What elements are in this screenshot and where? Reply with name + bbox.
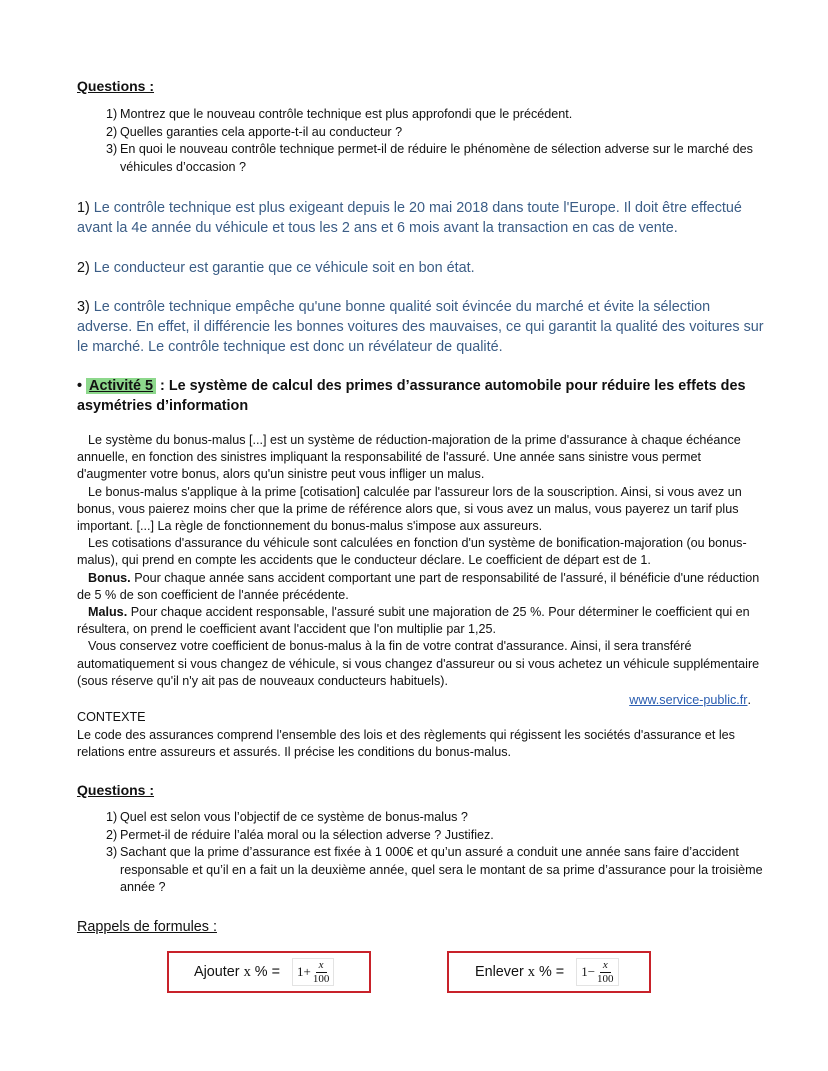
malus-text: Pour chaque accident responsable, l'assuré subit une majoration de 25 %. Pour déterminer le coefficient qui en résultera, on prend le coefficient avant l'accident que l'on multiplie par 1,25. [77,605,750,637]
question-number: 1) [106,107,118,121]
context-title: CONTEXTE [77,710,146,724]
remove-percent-label: Enlever x % = [475,963,565,980]
add-percent-label: Ajouter x % = [194,963,281,980]
answer-text: Le contrôle technique est plus exigeant depuis le 20 mai 2018 dans toute l'Europe. Il doit être effectué avant la 4e année du véhicule et tous les 2 ans et 6 mois avant la transaction en cas de vente. [77,200,742,236]
questions-list-1 [106,106,766,176]
formula-lead: 1+ [297,964,311,979]
bonus-text: Pour chaque année sans accident comportant une part de responsabilité de l'assuré, il bénéficie d'une réduction de 5 % de son coefficient de l'année précédente. [77,570,760,602]
questions-title-1: Questions : [77,78,155,94]
doc-paragraph: Le bonus-malus s'applique à la prime [cotisation] calculée par l'assureur lors de la souscription. Ainsi, si vous avez un bonus, vous paierez moins cher que la prime de référence alors que, si vous avez un malus, vous payerez un tarif plus important. [...] La règle de fonctionnement du bonus-malus s'impose aux assureurs. [77,484,742,534]
question-number: 2) [106,124,118,139]
answer-2 [77,258,767,278]
question-item [106,106,766,124]
question-item [106,124,766,142]
doc-paragraph: Le système du bonus-malus [...] est un système de réduction-majoration de la prime d'assurance à chaque échéance annuelle, en fonction des sinistres impliquant la responsabilité de l'assuré. Une année sans sinistre vous permet d'augmenter votre bonus, alors qu'un sinistre peut vous infliger un malus. [77,433,741,482]
answer-3 [77,297,767,357]
formulas-title: Rappels de formules : [77,919,217,935]
formula-lead: 1− [581,964,596,979]
fraction-numerator: x [316,960,327,973]
question-text: Quelles garanties cela apporte-t-il au conducteur ? [120,124,403,139]
remove-percent-formula [576,958,618,986]
question-text: Montrez que le nouveau contrôle technique est plus approfondi que le précédent. [120,107,573,121]
bullet: • [77,378,83,394]
question-item [106,809,766,827]
question-number: 1) [106,810,118,824]
source-suffix: . [747,693,751,707]
question-number: 2) [106,827,118,842]
answer-1 [77,198,767,238]
question-text: Permet-il de réduire l’aléa moral ou la sélection adverse ? Justifiez. [120,827,494,842]
answer-number: 3) [77,299,90,315]
doc-paragraph-bonus [77,570,767,604]
activity-badge: Activité 5 [86,378,156,394]
bonus-label: Bonus. [88,570,131,585]
activity-heading [77,376,767,416]
fraction-denominator: 100 [312,972,330,985]
source-link[interactable]: www.service-public.fr [629,693,748,707]
fraction-denominator: 100 [597,972,614,985]
remove-percent-formula-box [447,951,651,993]
question-number: 3) [106,142,118,156]
question-text: Quel est selon vous l’objectif de ce système de bonus-malus ? [120,810,468,824]
activity-title: : Le système de calcul des primes d’assurance automobile pour réduire les effets des asymétries d’information [77,378,746,414]
fraction [597,960,614,985]
add-percent-formula-box [167,951,371,993]
answer-text: Le contrôle technique empêche qu'une bonne qualité soit évincée du marché et évite la sélection adverse. En effet, il différencie les bonnes voitures des mauvaises, ce qui garantit la qualité des voitures sur le marché. Le contrôle technique est donc un révélateur de qualité. [77,299,764,355]
question-text: En quoi le nouveau contrôle technique permet-il de réduire le phénomène de sélection adverse sur le marché des véhicules d’occasion ? [120,142,753,174]
questions-title-2: Questions : [77,782,155,798]
question-item [106,827,766,845]
doc-paragraph: Vous conservez votre coefficient de bonus-malus à la fin de votre contrat d'assurance. Ainsi, il sera transféré automatiquement si vous changez de véhicule, si vous changez d'assureur ou si vous achetez un véhicule supplémentaire (sous réserve qu'il n'y ait pas de nouveaux conducteurs habituels). [77,639,760,688]
context-text: Le code des assurances comprend l'ensemble des lois et des règlements qui régissent les sociétés d'assurance et les relations entre assureurs et assurés. Il précise les conditions du bonus-malus. [77,728,735,760]
fraction-numerator: x [600,960,611,973]
source-link-wrap [629,693,751,707]
answer-text: Le conducteur est garantie que ce véhicule soit en bon état. [93,260,475,276]
questions-list-2 [106,809,766,897]
question-number: 3) [106,845,118,859]
answer-number: 1) [77,200,90,216]
question-item [106,844,766,897]
answer-number: 2) [77,260,90,276]
malus-label: Malus. [88,605,128,620]
question-item [106,141,766,176]
document-text [77,432,767,690]
doc-paragraph-malus [77,604,767,638]
question-text: Sachant que la prime d’assurance est fixée à 1 000€ et qu’un assuré a conduit une année sans faire d’accident responsable et qu’il en a fait un la deuxième année, quel sera le montant de sa prime d’assurance pour la troisième année ? [120,845,763,894]
add-percent-formula [292,958,334,986]
fraction [313,960,330,985]
doc-paragraph: Les cotisations d'assurance du véhicule sont calculées en fonction d'un système de bonification-majoration (ou bonus-malus), qui prend en compte les accidents que le conducteur déclare. Le coefficient de départ est de 1. [77,536,747,568]
